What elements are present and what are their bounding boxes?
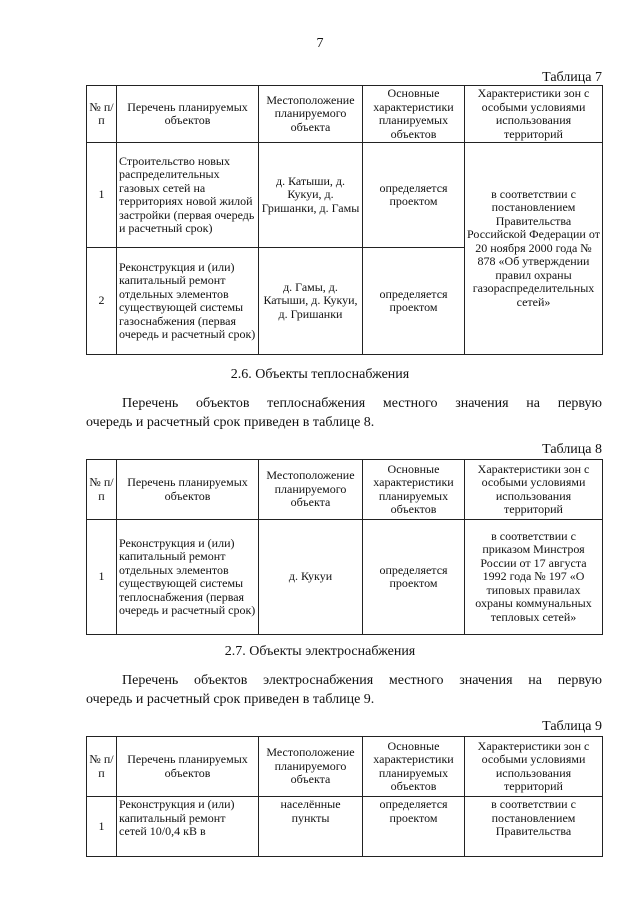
paragraph-line: очередь и расчетный срок приведен в таблице 9. [86,692,375,707]
header-zone-characteristics: Характеристики зон с особыми условиями использования территорий [465,86,603,143]
header-objects-list: Перечень планируемых объектов [117,86,259,143]
header-number: № п/п [87,460,117,520]
section-heading-electric: 2.7. Объекты электроснабжения [224,644,416,659]
table-7-caption: Таблица 7 [542,70,602,85]
row-number: 1 [87,520,117,635]
row-location: д. Гамы, д. Катыши, д. Кукуи, д. Гришанки [259,248,363,355]
row-characteristics: определяется проектом [363,797,465,857]
row-object-name: Реконструкция и (или) капитальный ремонт сетей 10/0,4 кВ в [117,797,259,857]
table-9 [86,736,603,857]
paragraph-line: Перечень объектов электроснабжения местного значения на первую [122,673,602,688]
paragraph-line: Перечень объектов теплоснабжения местного значения на первую [122,396,602,411]
row-location: населённые пункты [259,797,363,857]
paragraph-line: очередь и расчетный срок приведен в таблице 8. [86,415,375,430]
header-main-characteristics: Основные характеристики планируемых объектов [363,737,465,797]
row-number: 1 [87,797,117,857]
section-heading-heat: 2.6. Объекты теплоснабжения [230,367,410,382]
row-object-name: Строительство новых распределительных газовых сетей на территориях новой жилой застройки (первая очередь и расчетный срок) [117,143,259,248]
header-location: Местоположение планируемого объекта [259,86,363,143]
row-characteristics: определяется проектом [363,248,465,355]
table-row [87,797,603,857]
row-object-name: Реконструкция и (или) капитальный ремонт отдельных элементов существующей системы газоснабжения (первая очередь и расчетный срок) [117,248,259,355]
row-characteristics: определяется проектом [363,143,465,248]
row-zone-characteristics: в соответствии с постановлением Правительства [465,797,603,857]
page-number: 7 [316,36,324,51]
row-characteristics: определяется проектом [363,520,465,635]
table-8-caption: Таблица 8 [542,442,602,457]
table-9-caption: Таблица 9 [542,719,602,734]
header-location: Местоположение планируемого объекта [259,460,363,520]
header-number: № п/п [87,737,117,797]
header-main-characteristics: Основные характеристики планируемых объектов [363,460,465,520]
header-objects-list: Перечень планируемых объектов [117,460,259,520]
header-location: Местоположение планируемого объекта [259,737,363,797]
header-objects-list: Перечень планируемых объектов [117,737,259,797]
row-zone-characteristics: в соответствии с приказом Минстроя России от 17 августа 1992 года № 197 «О типовых правилах охраны коммунальных тепловых сетей» [465,520,603,635]
row-number: 1 [87,143,117,248]
row-zone-characteristics: в соответствии с постановлением Правительства Российской Федерации от 20 ноября 2000 года № 878 «Об утверждении правил охраны газораспределительных сетей» [465,143,603,355]
header-number: № п/п [87,86,117,143]
header-zone-characteristics: Характеристики зон с особыми условиями использования территорий [465,460,603,520]
header-zone-characteristics: Характеристики зон с особыми условиями использования территорий [465,737,603,797]
header-main-characteristics: Основные характеристики планируемых объектов [363,86,465,143]
row-location: д. Катыши, д. Кукуи, д. Гришанки, д. Гамы [259,143,363,248]
row-location: д. Кукуи [259,520,363,635]
row-number: 2 [87,248,117,355]
row-object-name: Реконструкция и (или) капитальный ремонт отдельных элементов существующей системы теплоснабжения (первая очередь и расчетный срок) [117,520,259,635]
